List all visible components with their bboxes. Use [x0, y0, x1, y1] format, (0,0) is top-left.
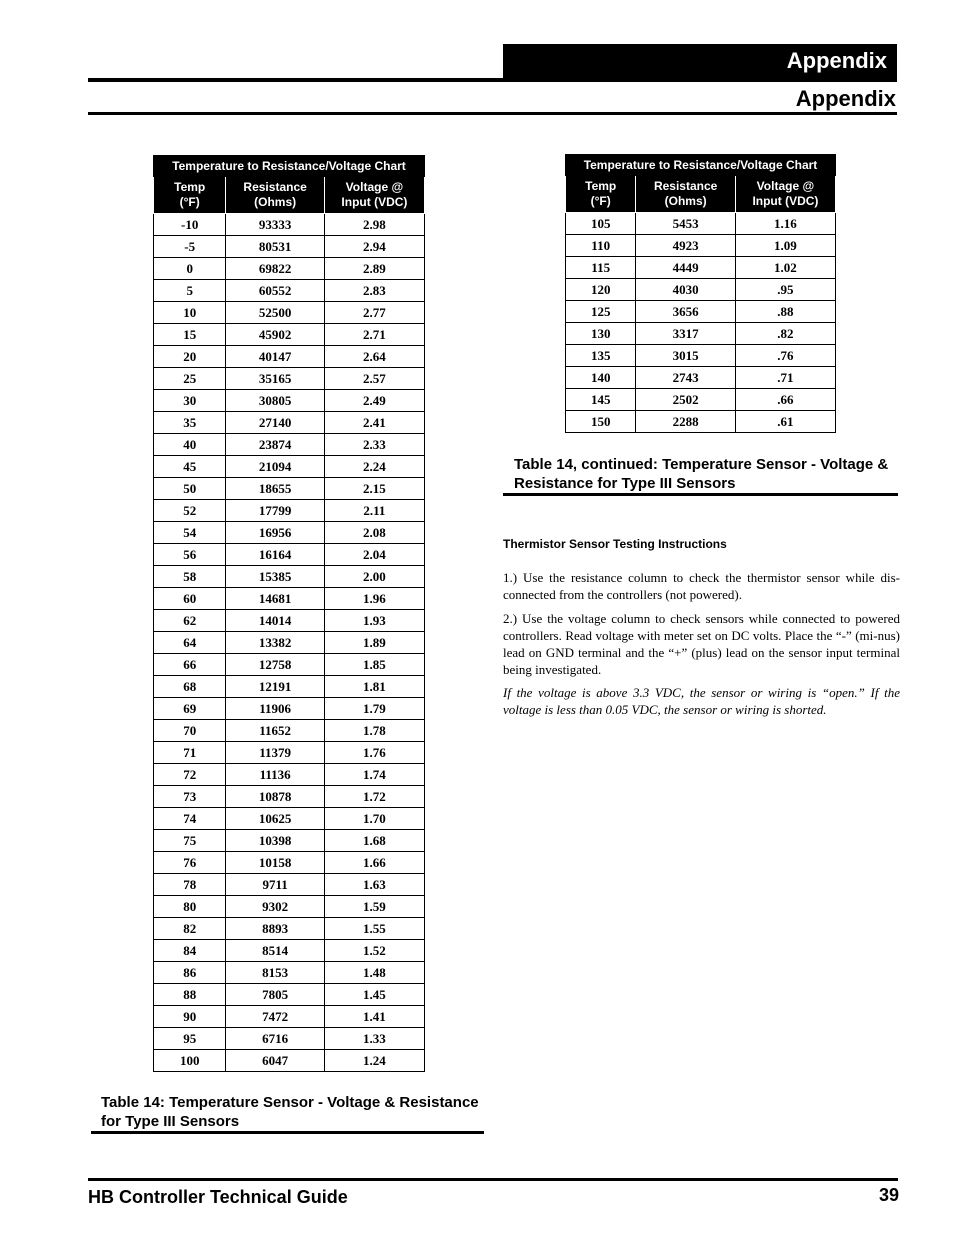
table-row: [154, 984, 425, 1006]
temp-cell: 52: [154, 500, 226, 522]
resistance-cell: 13382: [226, 632, 324, 654]
resistance-cell: 11906: [226, 698, 324, 720]
table-row: [566, 257, 836, 279]
table-row: [154, 368, 425, 390]
temp-cell: -5: [154, 236, 226, 258]
temp-cell: 66: [154, 654, 226, 676]
left-col-temp-header: Temp (°F): [154, 177, 226, 214]
table-row: [566, 345, 836, 367]
table-row: [154, 1028, 425, 1050]
table-row: [154, 544, 425, 566]
resistance-cell: 93333: [226, 214, 324, 236]
table-row: [154, 434, 425, 456]
table-row: [566, 235, 836, 257]
voltage-cell: .76: [735, 345, 835, 367]
resistance-cell: 14014: [226, 610, 324, 632]
instructions-note: If the voltage is above 3.3 VDC, the sensor or wiring is “open.” If the voltage is less than 0.05 VDC, the sensor or wiring is shorted.: [503, 685, 900, 717]
voltage-cell: .61: [735, 411, 835, 433]
temp-cell: 80: [154, 896, 226, 918]
voltage-cell: 1.41: [324, 1006, 424, 1028]
left-table-body: [154, 214, 425, 1072]
temp-cell: 100: [154, 1050, 226, 1072]
temp-cell: 10: [154, 302, 226, 324]
voltage-cell: 1.02: [735, 257, 835, 279]
table-row: [566, 367, 836, 389]
voltage-cell: .71: [735, 367, 835, 389]
resistance-cell: 35165: [226, 368, 324, 390]
table-row: [154, 302, 425, 324]
right-table-body: [566, 213, 836, 433]
voltage-cell: 2.33: [324, 434, 424, 456]
temp-cell: 120: [566, 279, 636, 301]
voltage-cell: 2.24: [324, 456, 424, 478]
temp-cell: 5: [154, 280, 226, 302]
resistance-cell: 2288: [636, 411, 735, 433]
voltage-cell: 1.81: [324, 676, 424, 698]
header-rule-bottom: [88, 112, 897, 115]
table-row: [154, 654, 425, 676]
table-row: [154, 412, 425, 434]
temp-cell: 56: [154, 544, 226, 566]
resistance-cell: 23874: [226, 434, 324, 456]
temp-cell: 50: [154, 478, 226, 500]
voltage-cell: 1.55: [324, 918, 424, 940]
resistance-cell: 16164: [226, 544, 324, 566]
table-row: [154, 478, 425, 500]
resistance-cell: 15385: [226, 566, 324, 588]
table-row: [154, 830, 425, 852]
table-row: [154, 852, 425, 874]
temp-cell: 115: [566, 257, 636, 279]
table-row: [154, 962, 425, 984]
right-col-voltage-header: Voltage @ Input (VDC): [735, 176, 835, 213]
right-col-resistance-header: Resistance (Ohms): [636, 176, 735, 213]
resistance-cell: 10878: [226, 786, 324, 808]
header-rule-top: [88, 78, 897, 82]
temp-cell: 82: [154, 918, 226, 940]
temp-cell: 60: [154, 588, 226, 610]
table-row: [154, 786, 425, 808]
voltage-cell: 2.94: [324, 236, 424, 258]
table-row: [154, 874, 425, 896]
table-row: [566, 279, 836, 301]
right-table-caption: Table 14, continued: Temperature Sensor - Voltage & Resistance for Type III Sensors: [514, 456, 889, 492]
table-row: [154, 390, 425, 412]
right-col-temp-header: Temp (°F): [566, 176, 636, 213]
voltage-cell: 2.57: [324, 368, 424, 390]
temp-cell: 110: [566, 235, 636, 257]
resistance-cell: 3015: [636, 345, 735, 367]
resistance-cell: 2502: [636, 389, 735, 411]
resistance-cell: 16956: [226, 522, 324, 544]
footer-rule: [88, 1178, 898, 1181]
section-tab: [503, 44, 897, 79]
table-row: [154, 764, 425, 786]
table-row: [154, 720, 425, 742]
table-row: [154, 324, 425, 346]
resistance-cell: 4449: [636, 257, 735, 279]
temp-cell: 30: [154, 390, 226, 412]
voltage-cell: 2.04: [324, 544, 424, 566]
voltage-cell: 2.11: [324, 500, 424, 522]
table-row: [566, 323, 836, 345]
voltage-cell: 1.66: [324, 852, 424, 874]
voltage-cell: 1.85: [324, 654, 424, 676]
voltage-cell: 1.74: [324, 764, 424, 786]
left-col-resistance-header: Resistance (Ohms): [226, 177, 324, 214]
resistance-cell: 27140: [226, 412, 324, 434]
voltage-cell: .82: [735, 323, 835, 345]
voltage-cell: 1.93: [324, 610, 424, 632]
resistance-cell: 6047: [226, 1050, 324, 1072]
table-row: [154, 258, 425, 280]
voltage-cell: 1.09: [735, 235, 835, 257]
table-row: [154, 896, 425, 918]
temp-cell: 135: [566, 345, 636, 367]
temp-cell: 145: [566, 389, 636, 411]
resistance-cell: 40147: [226, 346, 324, 368]
voltage-cell: 2.98: [324, 214, 424, 236]
voltage-cell: 1.16: [735, 213, 835, 235]
temp-cell: 54: [154, 522, 226, 544]
temp-cell: 105: [566, 213, 636, 235]
table-row: [154, 1050, 425, 1072]
voltage-cell: 1.24: [324, 1050, 424, 1072]
table-row: [566, 301, 836, 323]
resistance-cell: 10625: [226, 808, 324, 830]
resistance-cell: 30805: [226, 390, 324, 412]
resistance-cell: 3317: [636, 323, 735, 345]
table-row: [154, 676, 425, 698]
resistance-cell: 69822: [226, 258, 324, 280]
temp-cell: 78: [154, 874, 226, 896]
temp-cell: 75: [154, 830, 226, 852]
voltage-cell: 1.33: [324, 1028, 424, 1050]
voltage-cell: 1.89: [324, 632, 424, 654]
voltage-cell: 1.68: [324, 830, 424, 852]
temp-cell: 72: [154, 764, 226, 786]
resistance-cell: 9302: [226, 896, 324, 918]
table-row: [154, 698, 425, 720]
table-row: [566, 213, 836, 235]
resistance-cell: 11379: [226, 742, 324, 764]
temp-cell: 35: [154, 412, 226, 434]
voltage-cell: 2.41: [324, 412, 424, 434]
voltage-cell: 2.64: [324, 346, 424, 368]
voltage-cell: 2.00: [324, 566, 424, 588]
right-caption-rule: [503, 493, 898, 496]
temp-cell: 20: [154, 346, 226, 368]
resistance-cell: 12758: [226, 654, 324, 676]
voltage-cell: 2.77: [324, 302, 424, 324]
left-col-voltage-header: Voltage @ Input (VDC): [324, 177, 424, 214]
temp-cell: 74: [154, 808, 226, 830]
resistance-cell: 11652: [226, 720, 324, 742]
resistance-cell: 3656: [636, 301, 735, 323]
resistance-cell: 2743: [636, 367, 735, 389]
left-table-title: Temperature to Resistance/Voltage Chart: [154, 156, 425, 177]
voltage-cell: 1.76: [324, 742, 424, 764]
voltage-cell: 1.70: [324, 808, 424, 830]
voltage-cell: 2.71: [324, 324, 424, 346]
resistance-cell: 21094: [226, 456, 324, 478]
temp-cell: 40: [154, 434, 226, 456]
temp-cell: 69: [154, 698, 226, 720]
voltage-cell: 2.83: [324, 280, 424, 302]
table-row: [154, 588, 425, 610]
table-row: [154, 566, 425, 588]
resistance-cell: 80531: [226, 236, 324, 258]
table-row: [566, 389, 836, 411]
resistance-cell: 4030: [636, 279, 735, 301]
section-tab-title: Appendix: [786, 48, 887, 73]
table-row: [154, 522, 425, 544]
table-row: [566, 411, 836, 433]
voltage-cell: .66: [735, 389, 835, 411]
left-caption-rule: [91, 1131, 484, 1134]
temp-cell: 140: [566, 367, 636, 389]
resistance-cell: 10398: [226, 830, 324, 852]
voltage-cell: 1.45: [324, 984, 424, 1006]
temp-cell: 86: [154, 962, 226, 984]
temp-cell: 45: [154, 456, 226, 478]
table-row: [154, 808, 425, 830]
instructions-heading: Thermistor Sensor Testing Instructions: [503, 537, 727, 551]
table-row: [154, 236, 425, 258]
table-row: [154, 346, 425, 368]
resistance-cell: 45902: [226, 324, 324, 346]
resistance-cell: 17799: [226, 500, 324, 522]
table-row: [154, 940, 425, 962]
temp-cell: 68: [154, 676, 226, 698]
resistance-cell: 6716: [226, 1028, 324, 1050]
right-table-title: Temperature to Resistance/Voltage Chart: [566, 155, 836, 176]
resistance-cell: 5453: [636, 213, 735, 235]
voltage-cell: 2.15: [324, 478, 424, 500]
temp-cell: 71: [154, 742, 226, 764]
resistance-cell: 52500: [226, 302, 324, 324]
instructions-paragraph-2: 2.) Use the voltage column to check sensors while connected to powered controllers. Read voltage with meter set on DC volts. Place the “-” (mi-nus) lead on GND terminal and the “+” (plus) lead on the sensor input terminal being investigated.: [503, 611, 900, 677]
temp-cell: 95: [154, 1028, 226, 1050]
voltage-cell: 2.89: [324, 258, 424, 280]
table-row: [154, 214, 425, 236]
temp-cell: 62: [154, 610, 226, 632]
voltage-cell: 1.79: [324, 698, 424, 720]
temp-cell: 130: [566, 323, 636, 345]
table-row: [154, 610, 425, 632]
voltage-cell: 1.78: [324, 720, 424, 742]
instructions-paragraph-1: 1.) Use the resistance column to check the thermistor sensor while dis-connected from the controllers (not powered).: [503, 570, 900, 602]
left-table-caption: Table 14: Temperature Sensor - Voltage & Resistance for Type III Sensors: [101, 1094, 479, 1130]
temp-cell: 90: [154, 1006, 226, 1028]
resistance-cell: 12191: [226, 676, 324, 698]
voltage-cell: 1.96: [324, 588, 424, 610]
resistance-cell: 7472: [226, 1006, 324, 1028]
table-row: [154, 918, 425, 940]
resistance-cell: 8514: [226, 940, 324, 962]
temp-cell: 64: [154, 632, 226, 654]
table-row: [154, 742, 425, 764]
voltage-cell: 1.48: [324, 962, 424, 984]
table-row: [154, 500, 425, 522]
temp-cell: -10: [154, 214, 226, 236]
resistance-cell: 7805: [226, 984, 324, 1006]
page-number: 39: [878, 1185, 899, 1205]
temp-cell: 15: [154, 324, 226, 346]
temp-cell: 88: [154, 984, 226, 1006]
resistance-cell: 4923: [636, 235, 735, 257]
resistance-cell: 8153: [226, 962, 324, 984]
voltage-cell: 1.63: [324, 874, 424, 896]
left-resistance-table: [153, 155, 425, 1072]
table-row: [154, 1006, 425, 1028]
voltage-cell: 2.49: [324, 390, 424, 412]
right-resistance-table: [565, 154, 836, 433]
temp-cell: 84: [154, 940, 226, 962]
voltage-cell: 1.52: [324, 940, 424, 962]
resistance-cell: 8893: [226, 918, 324, 940]
resistance-cell: 10158: [226, 852, 324, 874]
footer-title: HB Controller Technical Guide: [88, 1187, 348, 1207]
table-row: [154, 632, 425, 654]
table-row: [154, 456, 425, 478]
temp-cell: 70: [154, 720, 226, 742]
resistance-cell: 14681: [226, 588, 324, 610]
voltage-cell: 2.08: [324, 522, 424, 544]
table-row: [154, 280, 425, 302]
page-title: Appendix: [795, 86, 896, 111]
voltage-cell: .88: [735, 301, 835, 323]
voltage-cell: .95: [735, 279, 835, 301]
temp-cell: 0: [154, 258, 226, 280]
voltage-cell: 1.59: [324, 896, 424, 918]
resistance-cell: 60552: [226, 280, 324, 302]
resistance-cell: 9711: [226, 874, 324, 896]
voltage-cell: 1.72: [324, 786, 424, 808]
temp-cell: 76: [154, 852, 226, 874]
resistance-cell: 18655: [226, 478, 324, 500]
temp-cell: 73: [154, 786, 226, 808]
temp-cell: 150: [566, 411, 636, 433]
temp-cell: 25: [154, 368, 226, 390]
temp-cell: 58: [154, 566, 226, 588]
temp-cell: 125: [566, 301, 636, 323]
resistance-cell: 11136: [226, 764, 324, 786]
